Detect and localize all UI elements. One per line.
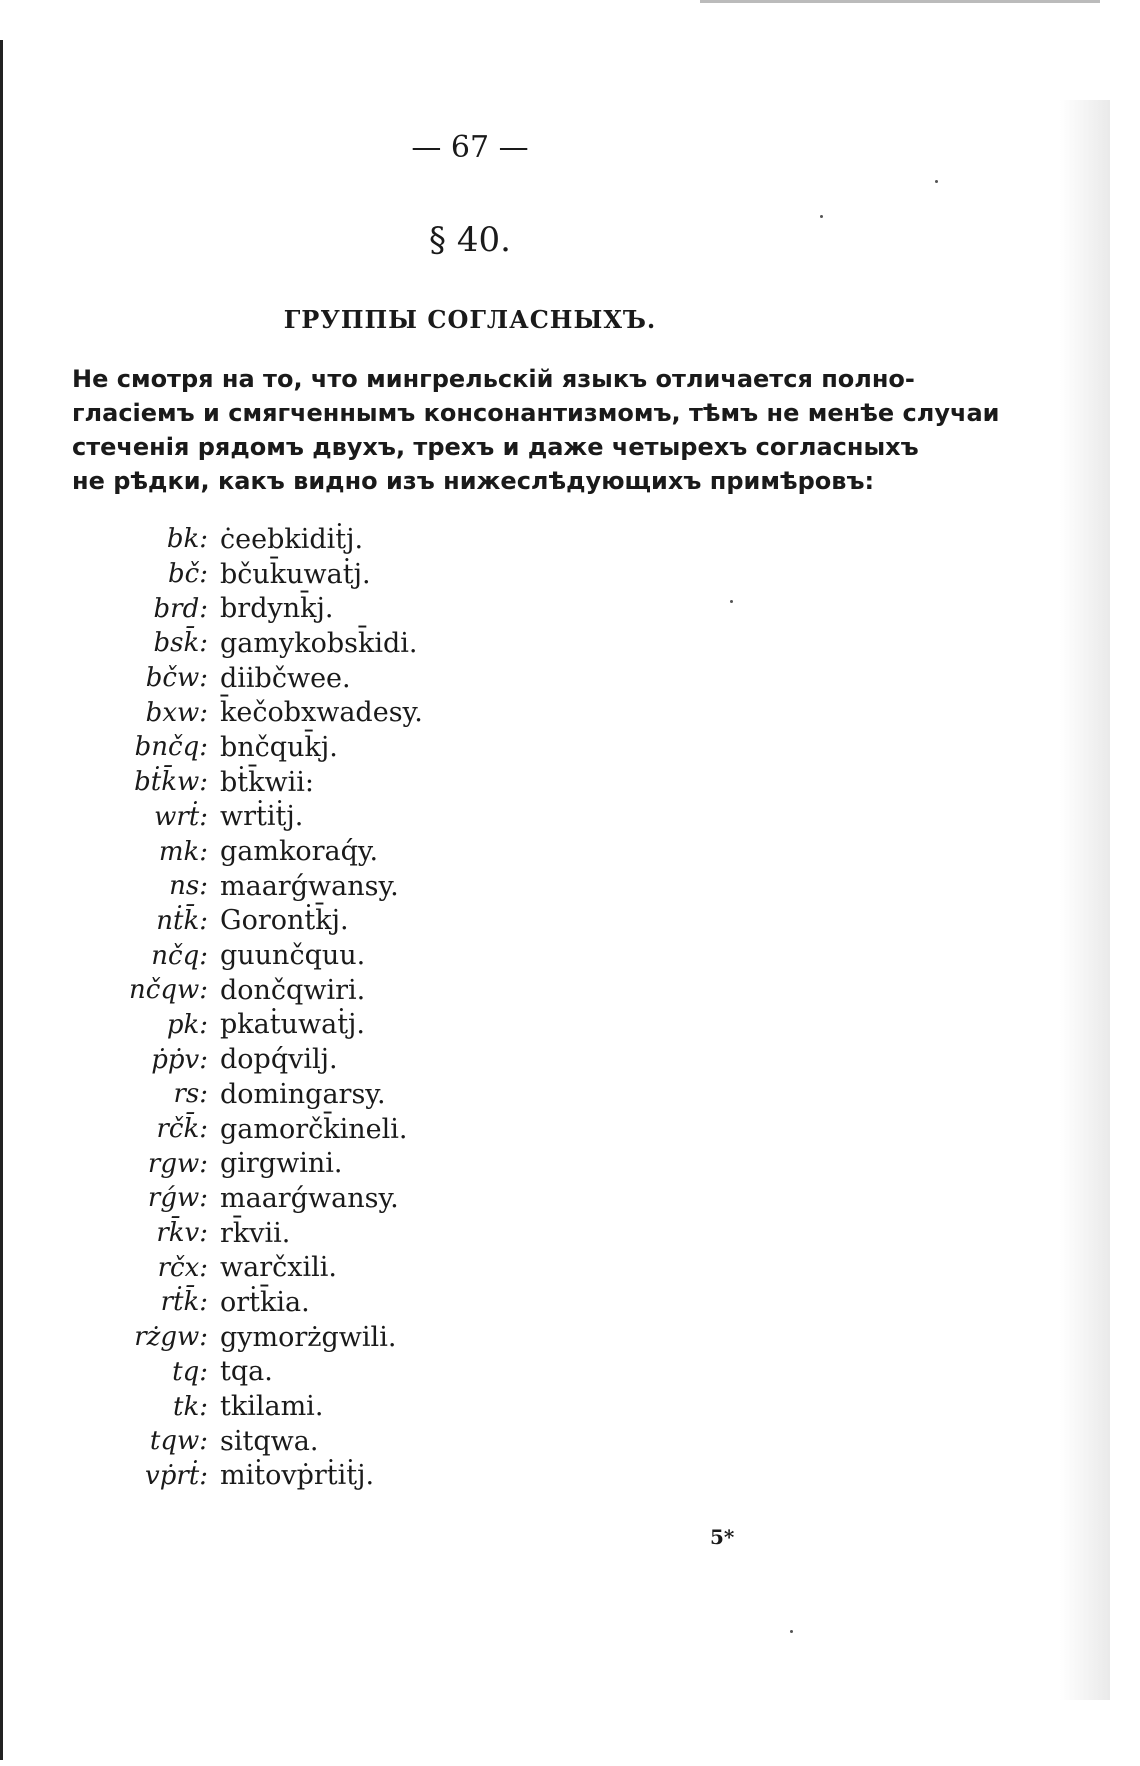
example-word: orṫk̄ia. — [220, 1286, 310, 1318]
example-word: brdynk̄j. — [220, 593, 334, 625]
example-row — [100, 765, 423, 800]
consonant-group-label: bčw: — [145, 663, 208, 694]
consonant-group-label: bsk̄: — [153, 628, 208, 659]
example-row — [100, 695, 423, 730]
consonant-group-label: bnčq: — [134, 732, 208, 763]
example-row — [100, 1355, 423, 1390]
consonant-group-list — [100, 522, 423, 1493]
example-row — [100, 869, 423, 904]
section-title: ГРУППЫ СОГЛАСНЫХЪ. — [283, 305, 657, 334]
example-row — [100, 973, 423, 1008]
example-row — [100, 730, 423, 765]
example-word: tkilami. — [220, 1391, 324, 1423]
example-row — [100, 1042, 423, 1077]
example-row — [100, 626, 423, 661]
consonant-group-label: nčq: — [151, 940, 208, 971]
consonant-group-label: bč: — [168, 559, 208, 590]
consonant-group-label: brd: — [153, 593, 208, 624]
paragraph-line: не рѣдки, какъ видно изъ нижеслѣдующихъ примѣровъ: — [72, 467, 875, 495]
paragraph-line: стеченія рядомъ двухъ, трехъ и даже четырехъ согласныхъ — [72, 433, 919, 461]
example-row — [100, 661, 423, 696]
page-number: — 67 — — [411, 130, 529, 165]
example-word: ċeebkidiṫj. — [220, 523, 364, 555]
example-word: gamykobsk̄idi. — [220, 627, 418, 659]
example-word: dončqwiri. — [220, 974, 366, 1006]
example-word: gamkoraq́y. — [220, 836, 379, 868]
consonant-group-label: tq: — [172, 1356, 208, 1387]
example-row — [100, 1008, 423, 1043]
example-row — [100, 1320, 423, 1355]
consonant-group-label: rṫk̄: — [160, 1287, 208, 1318]
consonant-group-label: nčqw: — [129, 975, 208, 1006]
section-number: § 40. — [429, 220, 511, 260]
consonant-group-label: mk: — [158, 836, 208, 867]
paragraph-line: Не смотря на то, что мингрельскій языкъ отличается полно- — [72, 365, 915, 393]
example-word: k̄ečobxwadesy. — [220, 697, 423, 729]
consonant-group-label: tqw: — [149, 1426, 208, 1457]
example-word: rk̄vii. — [220, 1217, 291, 1249]
consonant-group-label: wrṫ: — [154, 801, 208, 832]
scan-speck — [820, 215, 823, 218]
scan-speck — [935, 180, 938, 183]
example-word: maarǵwansy. — [220, 1182, 399, 1214]
example-word: miṫovṗrṫiṫj. — [220, 1460, 375, 1492]
example-row — [100, 1216, 423, 1251]
example-row — [100, 904, 423, 939]
example-row — [100, 800, 423, 835]
example-row — [100, 1424, 423, 1459]
intro-paragraph — [72, 362, 1000, 498]
example-row — [100, 834, 423, 869]
example-word: diibčwee. — [220, 662, 351, 694]
example-word: bṫk̄wii: — [220, 766, 314, 798]
example-row — [100, 1077, 423, 1112]
consonant-group-label: tk: — [173, 1391, 208, 1422]
consonant-group-label: bk: — [166, 524, 208, 555]
consonant-group-label: rčx: — [157, 1252, 208, 1283]
example-word: girgwini. — [220, 1148, 343, 1180]
example-row — [100, 1389, 423, 1424]
example-row — [100, 591, 423, 626]
example-word: sitqwa. — [220, 1425, 319, 1457]
consonant-group-label: pk: — [166, 1009, 208, 1040]
example-row — [100, 522, 423, 557]
example-row — [100, 1285, 423, 1320]
example-word: tqa. — [220, 1356, 273, 1388]
example-word: bnčquk̄j. — [220, 731, 338, 763]
example-word: pkaṫuwaṫj. — [220, 1009, 365, 1041]
example-row — [100, 1459, 423, 1494]
consonant-group-label: rčk̄: — [156, 1114, 208, 1145]
example-row — [100, 938, 423, 973]
example-word: dopq́vilj. — [220, 1044, 338, 1076]
scan-speck — [790, 1630, 793, 1633]
example-word: gamorčk̄ineli. — [220, 1113, 408, 1145]
example-word: gymorżgwili. — [220, 1321, 397, 1353]
example-word: Goronṫk̄j. — [220, 905, 349, 937]
example-word: bčuk̄uwaṫj. — [220, 558, 371, 590]
example-word: wrṫiṫj. — [220, 801, 304, 833]
consonant-group-label: rǵw: — [147, 1183, 208, 1214]
example-row — [100, 557, 423, 592]
consonant-group-label: rżgw: — [134, 1322, 208, 1353]
consonant-group-label: vṗrṫ: — [145, 1460, 208, 1491]
example-word: maarǵwansy. — [220, 870, 399, 902]
scan-edge-top — [700, 0, 1100, 3]
signature-mark: 5* — [710, 1525, 735, 1549]
example-word: guunčquu. — [220, 940, 366, 972]
page-shadow — [1060, 100, 1110, 1700]
scan-edge-left — [0, 40, 3, 1760]
example-row — [100, 1146, 423, 1181]
consonant-group-label: ns: — [169, 871, 208, 902]
paragraph-line: гласіемъ и смягченнымъ консонантизмомъ, тѣмъ не менѣе случаи — [72, 399, 1000, 427]
example-word: domingarsy. — [220, 1078, 386, 1110]
consonant-group-label: rk̄v: — [156, 1218, 208, 1249]
consonant-group-label: rs: — [173, 1079, 208, 1110]
example-row — [100, 1112, 423, 1147]
consonant-group-label: nṫk̄: — [156, 905, 208, 936]
consonant-group-label: bṫk̄w: — [134, 767, 208, 798]
consonant-group-label: ṗṗv: — [151, 1044, 208, 1075]
scan-speck — [730, 600, 733, 603]
example-row — [100, 1181, 423, 1216]
example-word: warčxili. — [220, 1252, 337, 1284]
consonant-group-label: bxw: — [145, 697, 208, 728]
example-row — [100, 1250, 423, 1285]
consonant-group-label: rgw: — [147, 1148, 208, 1179]
